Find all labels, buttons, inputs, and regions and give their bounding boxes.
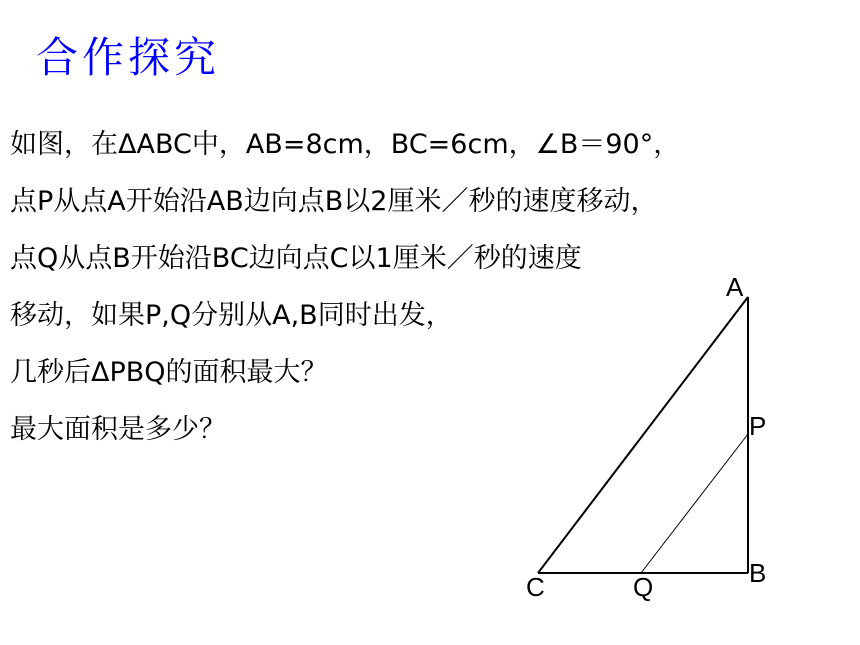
label-p: P [749, 411, 767, 441]
problem-line-4: 移动，如果P,Q分别从A,B同时出发， [10, 300, 453, 331]
slide-title: 合作探究 [36, 33, 221, 82]
problem-line-5: 几秒后ΔPBQ的面积最大？ [10, 357, 328, 388]
label-a: A [726, 272, 744, 302]
problem-line-2: 点P从点A开始沿AB边向点B以2厘米／秒的速度移动， [10, 186, 658, 217]
label-c: C [526, 572, 545, 602]
segment-pq [641, 434, 748, 573]
label-b: B [749, 558, 767, 588]
triangle-figure [500, 260, 800, 610]
label-q: Q [633, 572, 654, 602]
side-ca [538, 297, 748, 573]
problem-line-3: 点Q从点B开始沿BC边向点C以1厘米／秒的速度 [10, 243, 582, 274]
problem-line-1: 如图，在ΔABC中，AB=8cm，BC=6cm，∠B＝90°， [10, 129, 681, 160]
problem-line-6: 最大面积是多少？ [10, 414, 226, 445]
